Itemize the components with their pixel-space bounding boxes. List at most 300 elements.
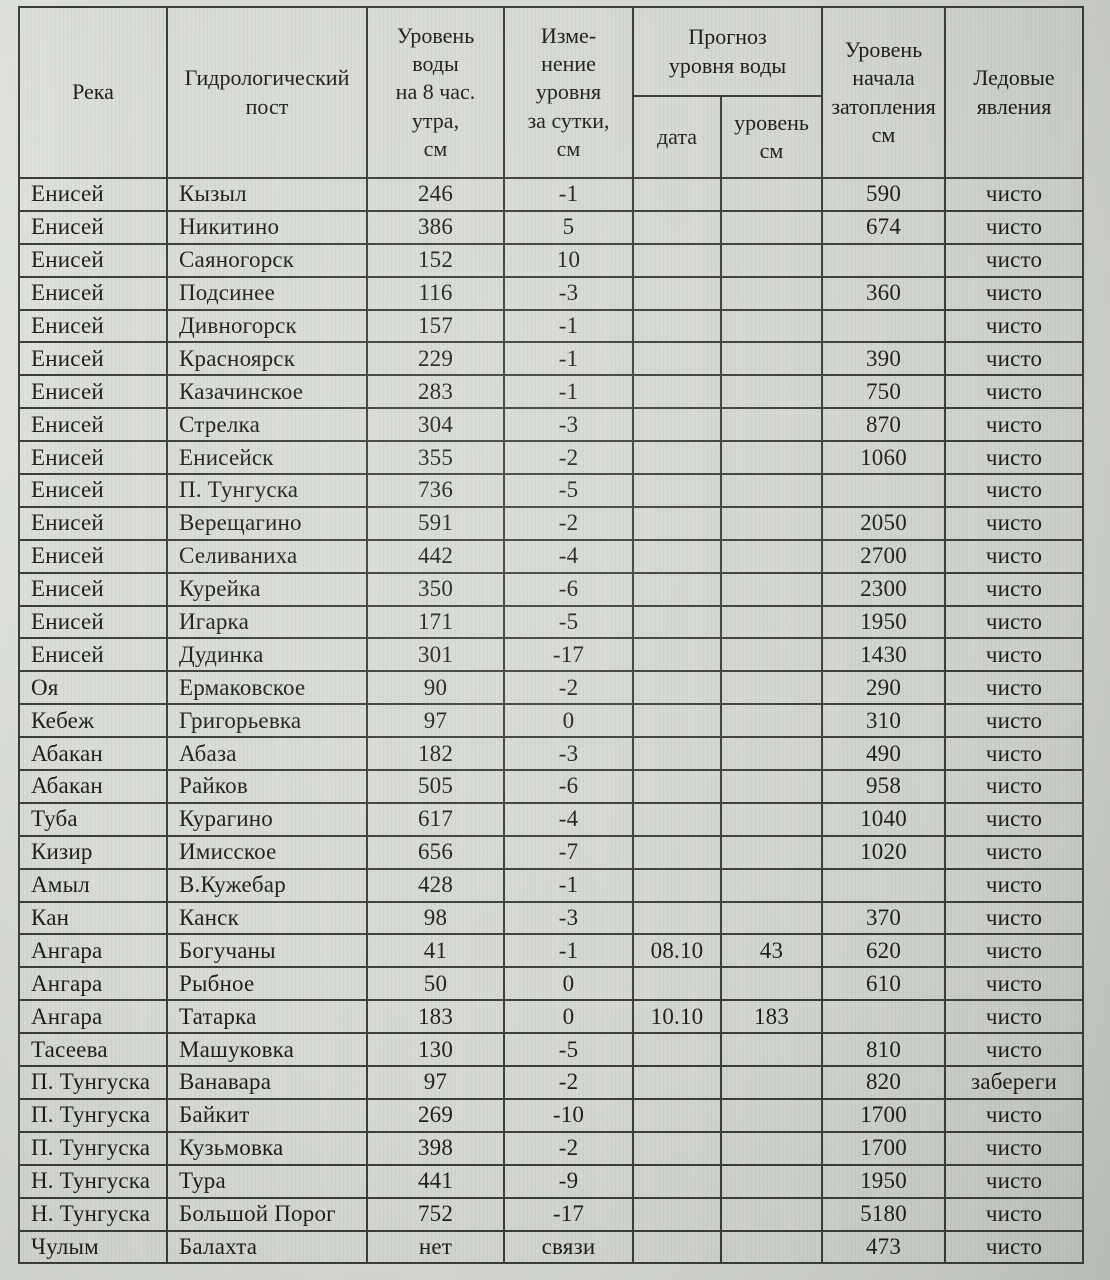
level-8am-cell: 355 bbox=[367, 441, 504, 474]
daily-change-cell: -5 bbox=[504, 474, 633, 507]
daily-change-cell: -6 bbox=[504, 770, 633, 803]
ice-cell: чисто bbox=[945, 474, 1083, 507]
flood-level-cell: 1020 bbox=[822, 836, 945, 869]
forecast-date-cell bbox=[633, 1099, 721, 1132]
post-cell: Татарка bbox=[167, 1000, 367, 1033]
forecast-level-cell bbox=[721, 507, 822, 540]
ice-cell: чисто bbox=[945, 638, 1083, 671]
forecast-date-cell bbox=[633, 671, 721, 704]
post-cell: Имисское bbox=[167, 836, 367, 869]
forecast-date-cell bbox=[633, 770, 721, 803]
ice-cell: чисто bbox=[945, 441, 1083, 474]
level-8am-cell: 157 bbox=[367, 310, 504, 343]
river-cell: Кебеж bbox=[19, 704, 167, 737]
level-8am-cell: 183 bbox=[367, 1000, 504, 1033]
table-row bbox=[19, 1198, 1083, 1231]
river-cell: Кан bbox=[19, 902, 167, 935]
header-post: Гидрологический пост bbox=[167, 7, 367, 178]
post-cell: П. Тунгуска bbox=[167, 474, 367, 507]
flood-level-cell: 958 bbox=[822, 770, 945, 803]
forecast-date-cell bbox=[633, 902, 721, 935]
daily-change-cell: -1 bbox=[504, 310, 633, 343]
forecast-date-cell bbox=[633, 704, 721, 737]
flood-level-cell: 1430 bbox=[822, 638, 945, 671]
table-row bbox=[19, 408, 1083, 441]
daily-change-cell: -3 bbox=[504, 902, 633, 935]
level-8am-cell: 301 bbox=[367, 638, 504, 671]
flood-level-cell: 810 bbox=[822, 1033, 945, 1066]
ice-cell: чисто bbox=[945, 737, 1083, 770]
forecast-level-cell bbox=[721, 1165, 822, 1198]
post-cell: Машуковка bbox=[167, 1033, 367, 1066]
post-cell: Кызыл bbox=[167, 178, 367, 211]
daily-change-cell: -1 bbox=[504, 178, 633, 211]
forecast-level-cell bbox=[721, 573, 822, 606]
river-cell: Енисей bbox=[19, 375, 167, 408]
ice-cell: чисто bbox=[945, 211, 1083, 244]
scanned-document-sheet bbox=[18, 6, 1082, 1264]
river-cell: Ангара bbox=[19, 934, 167, 967]
header-flood-start-level: Уровень начала затопления см bbox=[822, 7, 945, 178]
level-8am-cell: 442 bbox=[367, 540, 504, 573]
table-row bbox=[19, 869, 1083, 902]
ice-cell: чисто bbox=[945, 704, 1083, 737]
post-cell: Ванавара bbox=[167, 1066, 367, 1099]
forecast-date-cell bbox=[633, 408, 721, 441]
daily-change-cell: -17 bbox=[504, 1198, 633, 1231]
flood-level-cell: 820 bbox=[822, 1066, 945, 1099]
flood-level-cell: 590 bbox=[822, 178, 945, 211]
post-cell: Стрелка bbox=[167, 408, 367, 441]
post-cell: Игарка bbox=[167, 606, 367, 639]
river-cell: Чулым bbox=[19, 1231, 167, 1264]
flood-level-cell: 2050 bbox=[822, 507, 945, 540]
flood-level-cell: 360 bbox=[822, 277, 945, 310]
table-row bbox=[19, 1000, 1083, 1033]
flood-level-cell: 390 bbox=[822, 342, 945, 375]
post-cell: Дудинка bbox=[167, 638, 367, 671]
forecast-level-cell bbox=[721, 1132, 822, 1165]
level-8am-cell: 752 bbox=[367, 1198, 504, 1231]
forecast-date-cell bbox=[633, 737, 721, 770]
daily-change-cell: -2 bbox=[504, 1066, 633, 1099]
flood-level-cell: 870 bbox=[822, 408, 945, 441]
level-8am-cell: 50 bbox=[367, 967, 504, 1000]
forecast-level-cell bbox=[721, 342, 822, 375]
river-cell: Енисей bbox=[19, 606, 167, 639]
ice-cell: чисто bbox=[945, 507, 1083, 540]
daily-change-cell: 0 bbox=[504, 1000, 633, 1033]
ice-cell: чисто bbox=[945, 1033, 1083, 1066]
daily-change-cell: -1 bbox=[504, 934, 633, 967]
post-cell: Енисейск bbox=[167, 441, 367, 474]
table-row bbox=[19, 737, 1083, 770]
flood-level-cell: 370 bbox=[822, 902, 945, 935]
forecast-date-cell bbox=[633, 441, 721, 474]
header-level-8am: Уровень воды на 8 час. утра, см bbox=[367, 7, 504, 178]
forecast-level-cell bbox=[721, 704, 822, 737]
forecast-date-cell bbox=[633, 1165, 721, 1198]
post-cell: Подсинее bbox=[167, 277, 367, 310]
river-cell: Енисей bbox=[19, 573, 167, 606]
river-cell: Енисей bbox=[19, 638, 167, 671]
river-cell: Енисей bbox=[19, 277, 167, 310]
level-8am-cell: нет bbox=[367, 1231, 504, 1264]
level-8am-cell: 130 bbox=[367, 1033, 504, 1066]
forecast-date-cell bbox=[633, 342, 721, 375]
table-row bbox=[19, 1165, 1083, 1198]
ice-cell: чисто bbox=[945, 803, 1083, 836]
level-8am-cell: 229 bbox=[367, 342, 504, 375]
ice-cell: чисто bbox=[945, 408, 1083, 441]
daily-change-cell: -2 bbox=[504, 1132, 633, 1165]
river-cell: П. Тунгуска bbox=[19, 1099, 167, 1132]
ice-cell: чисто bbox=[945, 1000, 1083, 1033]
forecast-level-cell bbox=[721, 869, 822, 902]
level-8am-cell: 656 bbox=[367, 836, 504, 869]
level-8am-cell: 98 bbox=[367, 902, 504, 935]
forecast-level-cell bbox=[721, 441, 822, 474]
flood-level-cell: 1700 bbox=[822, 1099, 945, 1132]
header-ice-phenomena: Ледовые явления bbox=[945, 7, 1083, 178]
flood-level-cell bbox=[822, 244, 945, 277]
flood-level-cell: 1950 bbox=[822, 606, 945, 639]
forecast-date-cell bbox=[633, 178, 721, 211]
forecast-level-cell bbox=[721, 1231, 822, 1264]
ice-cell: чисто bbox=[945, 310, 1083, 343]
daily-change-cell: -2 bbox=[504, 671, 633, 704]
table-row bbox=[19, 704, 1083, 737]
forecast-level-cell bbox=[721, 244, 822, 277]
header-forecast-date: дата bbox=[633, 96, 721, 178]
flood-level-cell: 1950 bbox=[822, 1165, 945, 1198]
post-cell: Никитино bbox=[167, 211, 367, 244]
forecast-level-cell bbox=[721, 178, 822, 211]
ice-cell: чисто bbox=[945, 967, 1083, 1000]
river-cell: Енисей bbox=[19, 342, 167, 375]
forecast-date-cell bbox=[633, 507, 721, 540]
forecast-date-cell bbox=[633, 638, 721, 671]
river-cell: Абакан bbox=[19, 770, 167, 803]
level-8am-cell: 97 bbox=[367, 704, 504, 737]
ice-cell: чисто bbox=[945, 902, 1083, 935]
table-row bbox=[19, 211, 1083, 244]
forecast-date-cell: 08.10 bbox=[633, 934, 721, 967]
daily-change-cell: -6 bbox=[504, 573, 633, 606]
post-cell: В.Кужебар bbox=[167, 869, 367, 902]
flood-level-cell: 1040 bbox=[822, 803, 945, 836]
forecast-date-cell bbox=[633, 606, 721, 639]
flood-level-cell: 2300 bbox=[822, 573, 945, 606]
level-8am-cell: 736 bbox=[367, 474, 504, 507]
level-8am-cell: 398 bbox=[367, 1132, 504, 1165]
ice-cell: чисто bbox=[945, 671, 1083, 704]
header-forecast-level: уровень см bbox=[721, 96, 822, 178]
flood-level-cell: 1060 bbox=[822, 441, 945, 474]
daily-change-cell: -17 bbox=[504, 638, 633, 671]
river-cell: Енисей bbox=[19, 441, 167, 474]
forecast-date-cell bbox=[633, 474, 721, 507]
table-row bbox=[19, 1099, 1083, 1132]
forecast-level-cell bbox=[721, 277, 822, 310]
table-row bbox=[19, 310, 1083, 343]
flood-level-cell: 750 bbox=[822, 375, 945, 408]
ice-cell: чисто bbox=[945, 770, 1083, 803]
forecast-date-cell bbox=[633, 1033, 721, 1066]
table-row bbox=[19, 178, 1083, 211]
forecast-date-cell bbox=[633, 1231, 721, 1264]
post-cell: Большой Порог bbox=[167, 1198, 367, 1231]
daily-change-cell: связи bbox=[504, 1231, 633, 1264]
flood-level-cell: 310 bbox=[822, 704, 945, 737]
forecast-level-cell bbox=[721, 638, 822, 671]
table-row bbox=[19, 277, 1083, 310]
table-row bbox=[19, 967, 1083, 1000]
flood-level-cell: 610 bbox=[822, 967, 945, 1000]
level-8am-cell: 428 bbox=[367, 869, 504, 902]
table-row bbox=[19, 342, 1083, 375]
flood-level-cell: 1700 bbox=[822, 1132, 945, 1165]
river-cell: П. Тунгуска bbox=[19, 1066, 167, 1099]
forecast-level-cell bbox=[721, 737, 822, 770]
post-cell: Рыбное bbox=[167, 967, 367, 1000]
table-row bbox=[19, 770, 1083, 803]
level-8am-cell: 97 bbox=[367, 1066, 504, 1099]
flood-level-cell: 5180 bbox=[822, 1198, 945, 1231]
forecast-date-cell bbox=[633, 540, 721, 573]
forecast-date-cell bbox=[633, 869, 721, 902]
post-cell: Григорьевка bbox=[167, 704, 367, 737]
river-cell: Енисей bbox=[19, 310, 167, 343]
ice-cell: чисто bbox=[945, 869, 1083, 902]
ice-cell: чисто bbox=[945, 1132, 1083, 1165]
post-cell: Балахта bbox=[167, 1231, 367, 1264]
ice-cell: чисто bbox=[945, 178, 1083, 211]
ice-cell: чисто bbox=[945, 540, 1083, 573]
forecast-level-cell bbox=[721, 803, 822, 836]
level-8am-cell: 350 bbox=[367, 573, 504, 606]
level-8am-cell: 269 bbox=[367, 1099, 504, 1132]
river-cell: Туба bbox=[19, 803, 167, 836]
river-cell: П. Тунгуска bbox=[19, 1132, 167, 1165]
post-cell: Селиваниха bbox=[167, 540, 367, 573]
flood-level-cell: 674 bbox=[822, 211, 945, 244]
level-8am-cell: 304 bbox=[367, 408, 504, 441]
table-row bbox=[19, 1066, 1083, 1099]
ice-cell: чисто bbox=[945, 1165, 1083, 1198]
forecast-level-cell bbox=[721, 1033, 822, 1066]
forecast-date-cell bbox=[633, 211, 721, 244]
daily-change-cell: 0 bbox=[504, 967, 633, 1000]
forecast-level-cell bbox=[721, 836, 822, 869]
daily-change-cell: -4 bbox=[504, 540, 633, 573]
ice-cell: забереги bbox=[945, 1066, 1083, 1099]
table-row bbox=[19, 507, 1083, 540]
flood-level-cell bbox=[822, 869, 945, 902]
forecast-date-cell bbox=[633, 573, 721, 606]
post-cell: Дивногорск bbox=[167, 310, 367, 343]
river-cell: Абакан bbox=[19, 737, 167, 770]
forecast-level-cell bbox=[721, 211, 822, 244]
forecast-level-cell: 43 bbox=[721, 934, 822, 967]
ice-cell: чисто bbox=[945, 934, 1083, 967]
post-cell: Саяногорск bbox=[167, 244, 367, 277]
level-8am-cell: 90 bbox=[367, 671, 504, 704]
daily-change-cell: -1 bbox=[504, 869, 633, 902]
table-row bbox=[19, 375, 1083, 408]
post-cell: Казачинское bbox=[167, 375, 367, 408]
table-row bbox=[19, 1033, 1083, 1066]
daily-change-cell: -2 bbox=[504, 441, 633, 474]
forecast-level-cell bbox=[721, 1066, 822, 1099]
level-8am-cell: 171 bbox=[367, 606, 504, 639]
forecast-date-cell bbox=[633, 1198, 721, 1231]
post-cell: Байкит bbox=[167, 1099, 367, 1132]
post-cell: Курейка bbox=[167, 573, 367, 606]
flood-level-cell bbox=[822, 474, 945, 507]
daily-change-cell: -3 bbox=[504, 277, 633, 310]
table-row bbox=[19, 803, 1083, 836]
flood-level-cell: 2700 bbox=[822, 540, 945, 573]
daily-change-cell: -1 bbox=[504, 342, 633, 375]
ice-cell: чисто bbox=[945, 1231, 1083, 1264]
forecast-date-cell bbox=[633, 1132, 721, 1165]
daily-change-cell: -3 bbox=[504, 737, 633, 770]
post-cell: Верещагино bbox=[167, 507, 367, 540]
forecast-date-cell: 10.10 bbox=[633, 1000, 721, 1033]
flood-level-cell: 290 bbox=[822, 671, 945, 704]
header-forecast-group: Прогноз уровня воды bbox=[633, 7, 822, 96]
forecast-level-cell bbox=[721, 606, 822, 639]
level-8am-cell: 591 bbox=[367, 507, 504, 540]
daily-change-cell: 0 bbox=[504, 704, 633, 737]
flood-level-cell: 620 bbox=[822, 934, 945, 967]
level-8am-cell: 152 bbox=[367, 244, 504, 277]
post-cell: Канск bbox=[167, 902, 367, 935]
ice-cell: чисто bbox=[945, 1198, 1083, 1231]
table-row bbox=[19, 1132, 1083, 1165]
forecast-level-cell bbox=[721, 375, 822, 408]
ice-cell: чисто bbox=[945, 573, 1083, 606]
level-8am-cell: 182 bbox=[367, 737, 504, 770]
level-8am-cell: 505 bbox=[367, 770, 504, 803]
forecast-level-cell: 183 bbox=[721, 1000, 822, 1033]
forecast-level-cell bbox=[721, 408, 822, 441]
forecast-date-cell bbox=[633, 803, 721, 836]
river-cell: Оя bbox=[19, 671, 167, 704]
post-cell: Кузьмовка bbox=[167, 1132, 367, 1165]
forecast-level-cell bbox=[721, 770, 822, 803]
table-row bbox=[19, 540, 1083, 573]
table-row bbox=[19, 474, 1083, 507]
level-8am-cell: 386 bbox=[367, 211, 504, 244]
level-8am-cell: 441 bbox=[367, 1165, 504, 1198]
ice-cell: чисто bbox=[945, 375, 1083, 408]
daily-change-cell: -10 bbox=[504, 1099, 633, 1132]
forecast-date-cell bbox=[633, 375, 721, 408]
post-cell: Красноярск bbox=[167, 342, 367, 375]
forecast-level-cell bbox=[721, 310, 822, 343]
forecast-date-cell bbox=[633, 967, 721, 1000]
table-row bbox=[19, 902, 1083, 935]
river-cell: Енисей bbox=[19, 408, 167, 441]
post-cell: Райков bbox=[167, 770, 367, 803]
hydrological-data-table bbox=[18, 6, 1084, 1264]
table-row bbox=[19, 671, 1083, 704]
flood-level-cell bbox=[822, 1000, 945, 1033]
table-body bbox=[19, 178, 1083, 1263]
forecast-date-cell bbox=[633, 244, 721, 277]
forecast-level-cell bbox=[721, 967, 822, 1000]
table-row bbox=[19, 606, 1083, 639]
river-cell: Енисей bbox=[19, 211, 167, 244]
table-row bbox=[19, 244, 1083, 277]
post-cell: Курагино bbox=[167, 803, 367, 836]
river-cell: Н. Тунгуска bbox=[19, 1165, 167, 1198]
river-cell: Кизир bbox=[19, 836, 167, 869]
table-row bbox=[19, 1231, 1083, 1264]
table-header bbox=[19, 7, 1083, 178]
post-cell: Абаза bbox=[167, 737, 367, 770]
river-cell: Тасеева bbox=[19, 1033, 167, 1066]
level-8am-cell: 246 bbox=[367, 178, 504, 211]
daily-change-cell: -7 bbox=[504, 836, 633, 869]
daily-change-cell: -5 bbox=[504, 606, 633, 639]
river-cell: Енисей bbox=[19, 540, 167, 573]
table-row bbox=[19, 638, 1083, 671]
forecast-level-cell bbox=[721, 1198, 822, 1231]
ice-cell: чисто bbox=[945, 606, 1083, 639]
forecast-level-cell bbox=[721, 902, 822, 935]
table-row bbox=[19, 836, 1083, 869]
ice-cell: чисто bbox=[945, 277, 1083, 310]
post-cell: Богучаны bbox=[167, 934, 367, 967]
forecast-level-cell bbox=[721, 474, 822, 507]
ice-cell: чисто bbox=[945, 836, 1083, 869]
river-cell: Ангара bbox=[19, 967, 167, 1000]
river-cell: Амыл bbox=[19, 869, 167, 902]
daily-change-cell: -2 bbox=[504, 507, 633, 540]
forecast-date-cell bbox=[633, 310, 721, 343]
level-8am-cell: 617 bbox=[367, 803, 504, 836]
header-daily-change: Изме- нение уровня за сутки, см bbox=[504, 7, 633, 178]
flood-level-cell: 473 bbox=[822, 1231, 945, 1264]
level-8am-cell: 116 bbox=[367, 277, 504, 310]
forecast-level-cell bbox=[721, 540, 822, 573]
forecast-date-cell bbox=[633, 1066, 721, 1099]
daily-change-cell: -4 bbox=[504, 803, 633, 836]
river-cell: Ангара bbox=[19, 1000, 167, 1033]
post-cell: Ермаковское bbox=[167, 671, 367, 704]
table-row bbox=[19, 573, 1083, 606]
ice-cell: чисто bbox=[945, 342, 1083, 375]
daily-change-cell: 5 bbox=[504, 211, 633, 244]
daily-change-cell: 10 bbox=[504, 244, 633, 277]
level-8am-cell: 41 bbox=[367, 934, 504, 967]
flood-level-cell: 490 bbox=[822, 737, 945, 770]
ice-cell: чисто bbox=[945, 1099, 1083, 1132]
river-cell: Н. Тунгуска bbox=[19, 1198, 167, 1231]
forecast-date-cell bbox=[633, 277, 721, 310]
daily-change-cell: -5 bbox=[504, 1033, 633, 1066]
table-row bbox=[19, 934, 1083, 967]
river-cell: Енисей bbox=[19, 178, 167, 211]
ice-cell: чисто bbox=[945, 244, 1083, 277]
forecast-level-cell bbox=[721, 1099, 822, 1132]
daily-change-cell: -9 bbox=[504, 1165, 633, 1198]
forecast-level-cell bbox=[721, 671, 822, 704]
table-row bbox=[19, 441, 1083, 474]
